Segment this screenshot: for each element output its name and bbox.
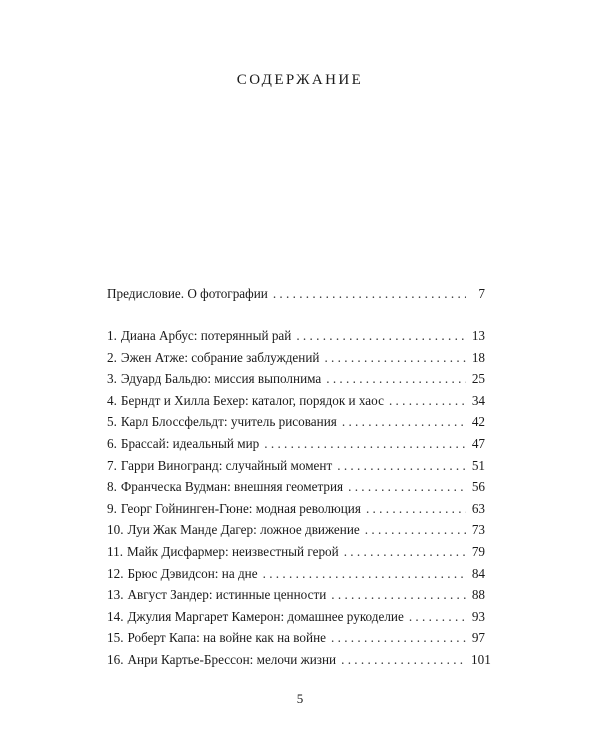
toc-entry-inner — [107, 499, 485, 519]
toc-entry-number: 1. — [107, 328, 117, 343]
toc-entry-title: Август Зандер: истинные ценности — [127, 587, 327, 603]
toc-entry-page: 7 — [478, 286, 485, 301]
toc-entry-title: Брюс Дэвидсон: на дне — [127, 565, 258, 581]
toc-entry-page: 88 — [471, 587, 485, 603]
page-number: 5 — [296, 691, 304, 706]
toc-entry — [0, 477, 600, 497]
dot-leader — [341, 650, 466, 670]
dot-leader — [348, 477, 466, 497]
toc-entry-number: 5. — [107, 414, 117, 430]
dot-leader — [263, 564, 466, 584]
toc-entry — [0, 348, 600, 368]
toc-entry-number: 10. — [107, 522, 124, 538]
dot-leader — [344, 542, 466, 562]
toc-entry — [0, 585, 600, 605]
toc-entry-inner — [107, 434, 485, 454]
toc-entry — [0, 607, 600, 627]
toc-entry-title: Берндт и Хилла Бехер: каталог, порядок и хаос — [120, 392, 384, 408]
toc-entry — [0, 628, 600, 648]
toc-entry-page: 84 — [471, 565, 485, 581]
toc-entry — [0, 542, 600, 562]
toc-entry-title: Диана Арбус: потерянный рай — [120, 328, 292, 343]
dot-leader — [264, 434, 466, 454]
toc-entry-inner — [107, 369, 485, 389]
toc-entry-title: Анри Картье-Брессон: мелочи жизни — [127, 652, 337, 667]
toc-entry-page: 25 — [471, 371, 485, 387]
toc-entry-number: 12. — [107, 565, 124, 581]
page-title: СОДЕРЖАНИЕ — [236, 72, 364, 88]
toc-entry — [0, 650, 600, 670]
toc-entry-inner — [107, 564, 485, 584]
toc-entry-inner — [107, 628, 485, 648]
dot-leader — [331, 585, 466, 605]
toc-entry-number: 2. — [107, 349, 117, 365]
toc-entry-title: Эдуард Бальдю: миссия выполнима — [120, 371, 322, 387]
dot-leader — [342, 412, 466, 432]
toc-entry-inner — [107, 520, 485, 540]
dot-leader — [324, 348, 466, 368]
toc-entry — [0, 564, 600, 584]
toc-entry — [0, 369, 600, 389]
toc-entry — [0, 434, 600, 454]
dot-leader — [409, 607, 466, 627]
toc-entry-number: 16. — [107, 652, 124, 667]
toc-entry-page: 13 — [471, 328, 485, 343]
dot-leader — [331, 628, 466, 648]
toc-entry-page: 47 — [471, 436, 485, 451]
dot-leader — [296, 326, 466, 346]
toc-entry-number: 13. — [107, 587, 124, 603]
dot-leader — [273, 284, 466, 304]
toc-entry-number: 8. — [107, 479, 117, 495]
dot-leader — [389, 391, 466, 411]
toc-entry-inner — [107, 607, 485, 627]
toc-entry-inner — [107, 650, 491, 670]
toc-entry-title: Джулия Маргарет Камерон: домашнее рукоделие — [127, 608, 404, 624]
toc-entry-title: Франческа Вудман: внешняя геометрия — [120, 479, 344, 495]
toc-entry-page: 56 — [471, 479, 485, 495]
toc-entry-page: 97 — [471, 630, 485, 646]
toc-entry-page: 34 — [471, 392, 485, 408]
toc-entry-page: 42 — [471, 414, 485, 430]
toc-entry-page: 79 — [471, 544, 485, 559]
toc-entry-title: Майк Дисфармер: неизвестный герой — [127, 544, 339, 559]
toc-entry-number: 4. — [107, 392, 117, 408]
toc-entry-number: 11. — [107, 544, 123, 559]
toc-entry-number: 3. — [107, 371, 117, 387]
toc-entry-title: Карл Блоссфельдт: учитель рисования — [120, 414, 337, 430]
toc-entry — [0, 391, 600, 411]
toc-entry-number: 6. — [107, 436, 117, 451]
toc-entry-inner — [107, 348, 485, 368]
toc-entry-title: Предисловие. О фотографии — [107, 286, 268, 301]
dot-leader — [365, 520, 466, 540]
toc-entry — [0, 520, 600, 540]
toc-entry-number: 9. — [107, 500, 117, 516]
toc-entry-number: 15. — [107, 630, 124, 646]
toc-entry-inner — [107, 326, 485, 346]
toc-entry-page: 93 — [471, 608, 485, 624]
dot-leader — [337, 456, 466, 476]
toc-entry — [0, 412, 600, 432]
toc-entry-inner — [107, 477, 485, 497]
toc-entry — [0, 456, 600, 476]
toc-entry-inner — [107, 412, 485, 432]
toc-entry-inner — [107, 456, 485, 476]
toc-entry-title: Брассай: идеальный мир — [120, 436, 260, 451]
toc-entry-inner — [107, 391, 485, 411]
toc-entry-title: Роберт Капа: на войне как на войне — [127, 630, 326, 646]
toc-entry-inner — [107, 585, 485, 605]
toc-entry-title: Гарри Виногранд: случайный момент — [120, 457, 333, 473]
toc-entry-page: 101 — [471, 652, 491, 667]
toc-entry — [0, 326, 600, 346]
toc-entry-preface — [0, 284, 600, 304]
dot-leader — [366, 499, 466, 519]
toc-entry-number: 7. — [107, 457, 117, 473]
toc-entry — [0, 499, 600, 519]
toc-entry-number: 14. — [107, 608, 124, 624]
toc-entry-title: Георг Гойнинген-Гюне: модная революция — [120, 500, 361, 516]
toc-entry-inner — [107, 542, 485, 562]
toc-entry-page: 51 — [471, 457, 485, 473]
toc-entry-page: 73 — [471, 522, 485, 538]
toc-entry-title: Луи Жак Манде Дагер: ложное движение — [127, 522, 360, 538]
toc-entry-page: 18 — [471, 349, 485, 365]
toc-entry-title: Эжен Атже: собрание заблуждений — [120, 349, 320, 365]
toc-entry-preface-inner — [107, 284, 485, 304]
toc-entry-page: 63 — [471, 500, 485, 516]
dot-leader — [326, 369, 466, 389]
